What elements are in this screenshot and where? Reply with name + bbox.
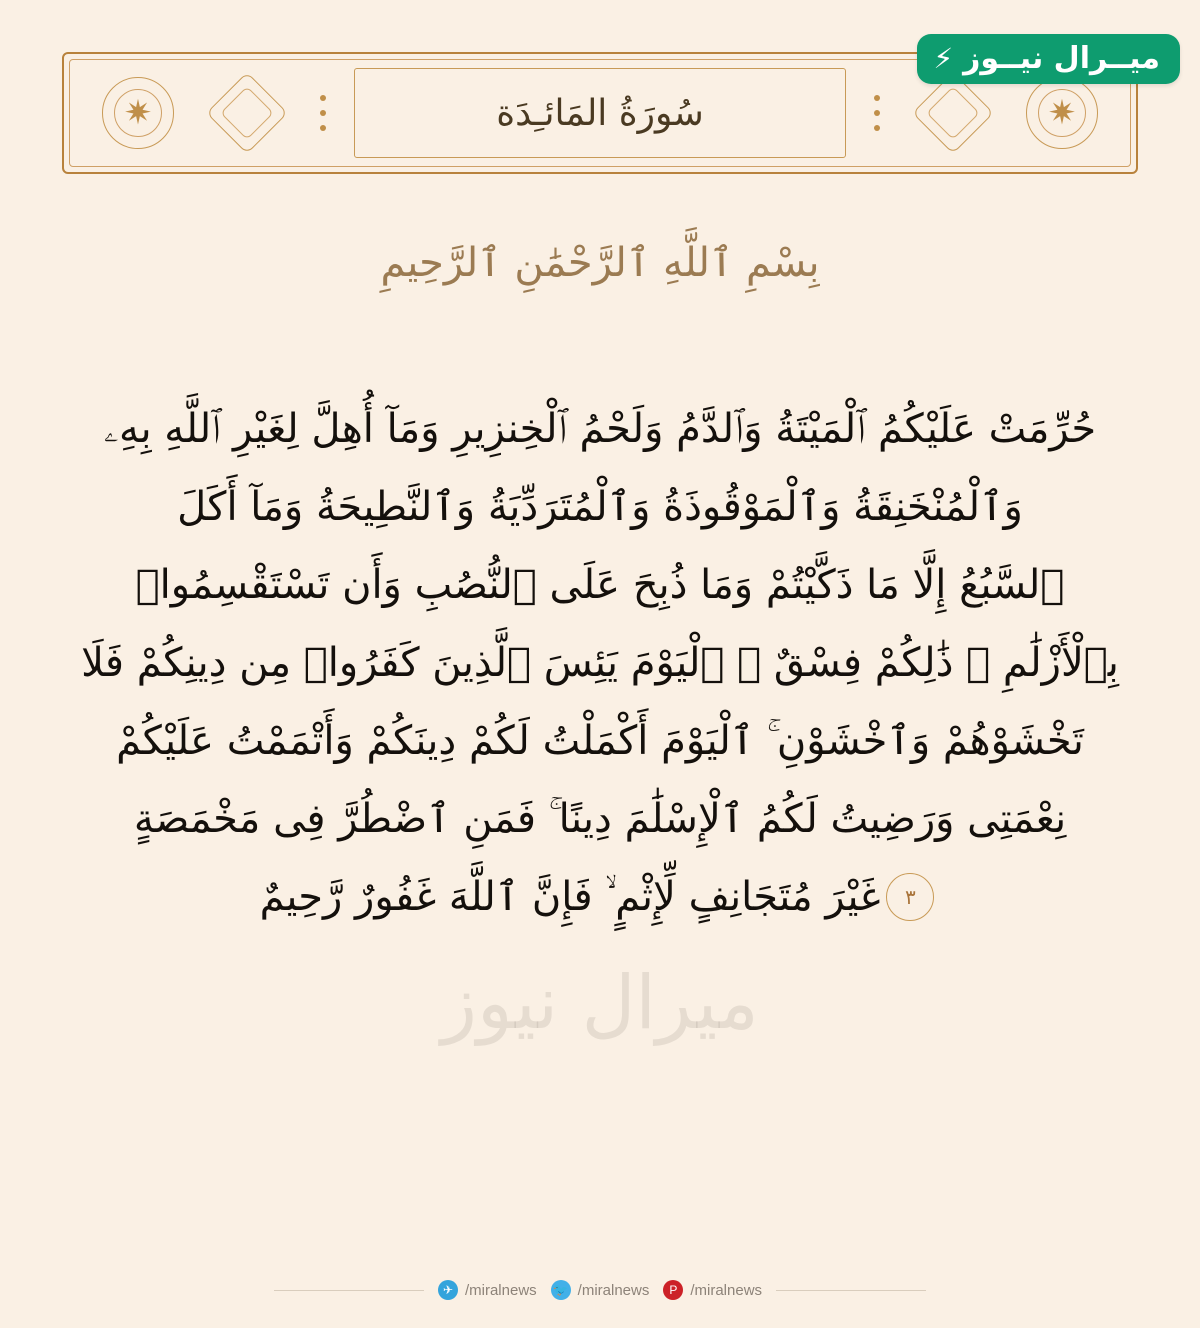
ayah-line: ٱلسَّبُعُ إِلَّا مَا ذَكَّيْتُمْ وَمَا ذُبِحَ عَلَى ٱلنُّصُبِ وَأَن تَسْتَقْسِمُوا۟ [135, 562, 1065, 608]
diamond-motif-icon [206, 72, 288, 154]
surah-title: سُورَةُ المَائـِدَة [496, 92, 704, 134]
diamond-motif-icon [912, 72, 994, 154]
social-twitter[interactable] [551, 1280, 650, 1300]
pinterest-icon: P [663, 1280, 683, 1300]
social-handle: /miralnews [690, 1281, 763, 1299]
ayah-text-block [72, 390, 1128, 936]
telegram-icon: ✈ [438, 1280, 458, 1300]
social-handle: /miralnews [464, 1281, 537, 1299]
brand-badge[interactable] [917, 34, 1180, 84]
ayah-line: بِٱلْأَزْلَٰمِ ۚ ذَٰلِكُمْ فِسْقٌ ۗ ٱلْيَوْمَ يَئِسَ ٱلَّذِينَ كَفَرُوا۟ مِن دِينِكُمْ فَلَا [81, 640, 1119, 686]
ayah-line: نِعْمَتِى وَرَضِيتُ لَكُمُ ٱلْإِسْلَٰمَ دِينًا ۚ فَمَنِ ٱضْطُرَّ فِى مَخْمَصَةٍ [133, 796, 1067, 842]
ornament-band-left [80, 68, 348, 158]
basmala-text: بِسْمِ ٱللَّهِ ٱلرَّحْمَٰنِ ٱلرَّحِيمِ [380, 240, 820, 286]
surah-title-box [354, 68, 846, 158]
social-telegram[interactable] [438, 1280, 537, 1300]
social-handle: /miralnews [577, 1281, 650, 1299]
flower-medallion-icon: ✷ [1026, 77, 1098, 149]
brand-name: ميــرال نيــوز [963, 41, 1160, 76]
dot-column-icon [874, 95, 880, 131]
dot-column-icon [320, 95, 326, 131]
divider-left [274, 1290, 424, 1291]
social-pinterest[interactable] [663, 1280, 762, 1300]
ayah-number-marker: ٣ [886, 873, 934, 921]
divider-right [776, 1290, 926, 1291]
ayah-line-last [72, 858, 1128, 936]
watermark: ميرال نيوز [441, 960, 759, 1046]
flower-medallion-icon: ✷ [102, 77, 174, 149]
ayah-line-text: غَيْرَ مُتَجَانِفٍ لِّإِثْمٍ ۙ فَإِنَّ ٱللَّهَ غَفُورٌ رَّحِيمٌ [259, 874, 881, 920]
twitter-icon: 🐦 [551, 1280, 571, 1300]
ayah-line: وَٱلْمُنْخَنِقَةُ وَٱلْمَوْقُوذَةُ وَٱلْمُتَرَدِّيَةُ وَٱلنَّطِيحَةُ وَمَآ أَكَلَ [177, 484, 1023, 530]
bolt-icon: ⚡ [933, 42, 954, 75]
ayah-line: حُرِّمَتْ عَلَيْكُمُ ٱلْمَيْتَةُ وَٱلدَّمُ وَلَحْمُ ٱلْخِنزِيرِ وَمَآ أُهِلَّ لِغَيْرِ ٱللَّهِ بِهِۦ [103, 406, 1097, 452]
footer-bar [0, 1280, 1200, 1300]
ayah-line: تَخْشَوْهُمْ وَٱخْشَوْنِ ۚ ٱلْيَوْمَ أَكْمَلْتُ لَكُمْ دِينَكُمْ وَأَتْمَمْتُ عَلَيْكُمْ [116, 718, 1084, 764]
